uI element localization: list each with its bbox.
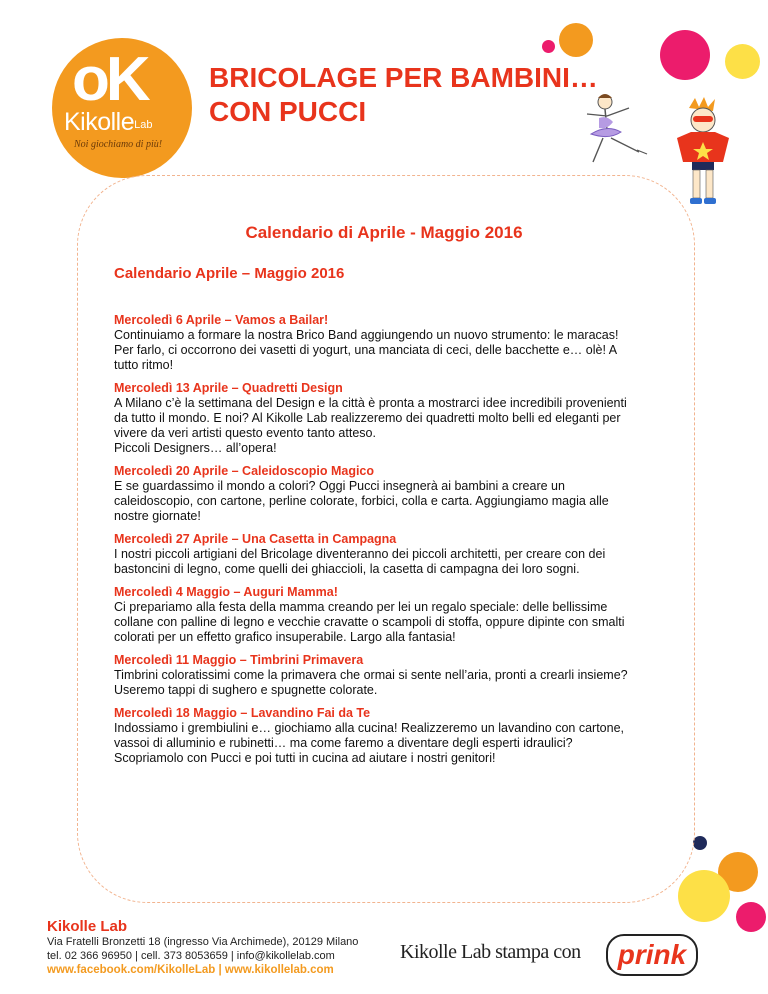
- event-item: [114, 585, 634, 645]
- event-title: Mercoledì 6 Aprile – Vamos a Bailar!: [114, 313, 329, 327]
- event-description: Timbrini coloratissimi come la primavera che ormai si sente nell’aria, pronti a crearli insieme? Useremo tappi di sughero e spugnette colorate.: [114, 668, 628, 697]
- event-item: [114, 313, 634, 373]
- ballerina-illustration: [563, 88, 663, 183]
- event-title: Mercoledì 4 Maggio – Auguri Mamma!: [114, 585, 338, 599]
- event-description: A Milano c’è la settimana del Design e la città è pronta a mostrarci idee incredibili provenienti da tutto il mondo. E noi? Al Kikolle Lab realizzeremo dei quadretti molto belli ed eleganti per vivere da veri artisti questo evento tanto atteso. Piccoli Designers… all’opera!: [114, 396, 627, 455]
- event-item: [114, 653, 634, 698]
- prink-logo: prink: [606, 934, 698, 976]
- event-item: [114, 464, 634, 524]
- decor-dot: [693, 836, 707, 850]
- event-description: E se guardassimo il mondo a colori? Oggi Pucci insegnerà ai bambini a creare un caleidoscopio, con cartone, perline colorate, forbici, colla e carta. Aggiungiamo magia alle nostre giornate!: [114, 479, 609, 523]
- event-description: Indossiamo i grembiulini e… giochiamo alla cucina! Realizzeremo un lavandino con cartone, vassoi di alluminio e rubinetti… ma come faremo a diventare degli esperti idraulici? Scopriamolo con Pucci e poi tutti in cucina ad aiutare i nostri genitori!: [114, 721, 624, 765]
- calendar-heading: Calendario di Aprile - Maggio 2016: [245, 223, 523, 242]
- event-description: I nostri piccoli artigiani del Bricolage diventeranno dei piccoli architetti, per creare con dei bastoncini di legno, come quelli dei ghiaccioli, la casetta di campagna dei loro sogni.: [114, 547, 606, 576]
- title-line-2: CON PUCCI: [209, 96, 367, 127]
- footer: [47, 918, 358, 977]
- footer-links[interactable]: www.facebook.com/KikolleLab | www.kikollelab.com: [47, 964, 334, 976]
- event-list: [114, 313, 634, 774]
- logo-mark: oK: [72, 45, 147, 114]
- kikolle-logo: [52, 38, 192, 178]
- footer-company-name: Kikolle Lab: [47, 918, 128, 935]
- decor-dot: [542, 40, 555, 53]
- calendar-subheading: Calendario Aprile – Maggio 2016: [114, 265, 345, 282]
- decor-dot: [559, 23, 593, 57]
- page-title: [209, 61, 598, 129]
- event-item: [114, 706, 634, 766]
- footer-address: Via Fratelli Bronzetti 18 (ingresso Via Archimede), 20129 Milano: [47, 936, 359, 948]
- event-description: Continuiamo a formare la nostra Brico Band aggiungendo un nuovo strumento: le maracas! Per farlo, ci occorrono dei vasetti di yogurt, una manciata di ceci, delle bacchette e… olè! A tutto ritmo!: [114, 328, 619, 372]
- superhero-kid-illustration: [667, 96, 739, 212]
- event-item: [114, 381, 634, 456]
- decor-dot: [660, 30, 710, 80]
- event-item: [114, 532, 634, 577]
- sponsor-text: Kikolle Lab stampa con: [400, 941, 581, 963]
- print-sponsor: [394, 930, 700, 980]
- event-description: Ci prepariamo alla festa della mamma creando per lei un regalo speciale: delle bellissime collane con palline di legno e vecchie cravatte o scampoli di stoffa, oppure dipinte con smalti colorati per un effetto grafico insuperabile. Largo alla fantasia!: [114, 600, 625, 644]
- footer-contacts: tel. 02 366 96950 | cell. 373 8053659 | info@kikollelab.com: [47, 950, 335, 962]
- decor-dot: [725, 44, 760, 79]
- decor-dot: [678, 870, 730, 922]
- logo-name: Kikolle$_{Lab}$: [64, 108, 153, 136]
- event-title: Mercoledì 27 Aprile – Una Casetta in Campagna: [114, 532, 397, 546]
- event-title: Mercoledì 11 Maggio – Timbrini Primavera: [114, 653, 364, 667]
- event-title: Mercoledì 13 Aprile – Quadretti Design: [114, 381, 343, 395]
- decor-dot: [736, 902, 766, 932]
- event-title: Mercoledì 20 Aprile – Caleidoscopio Magico: [114, 464, 375, 478]
- logo-tagline: Noi giochiamo di più!: [74, 139, 163, 150]
- event-title: Mercoledì 18 Maggio – Lavandino Fai da Te: [114, 706, 371, 720]
- title-line-1: BRICOLAGE PER BAMBINI…: [209, 62, 598, 93]
